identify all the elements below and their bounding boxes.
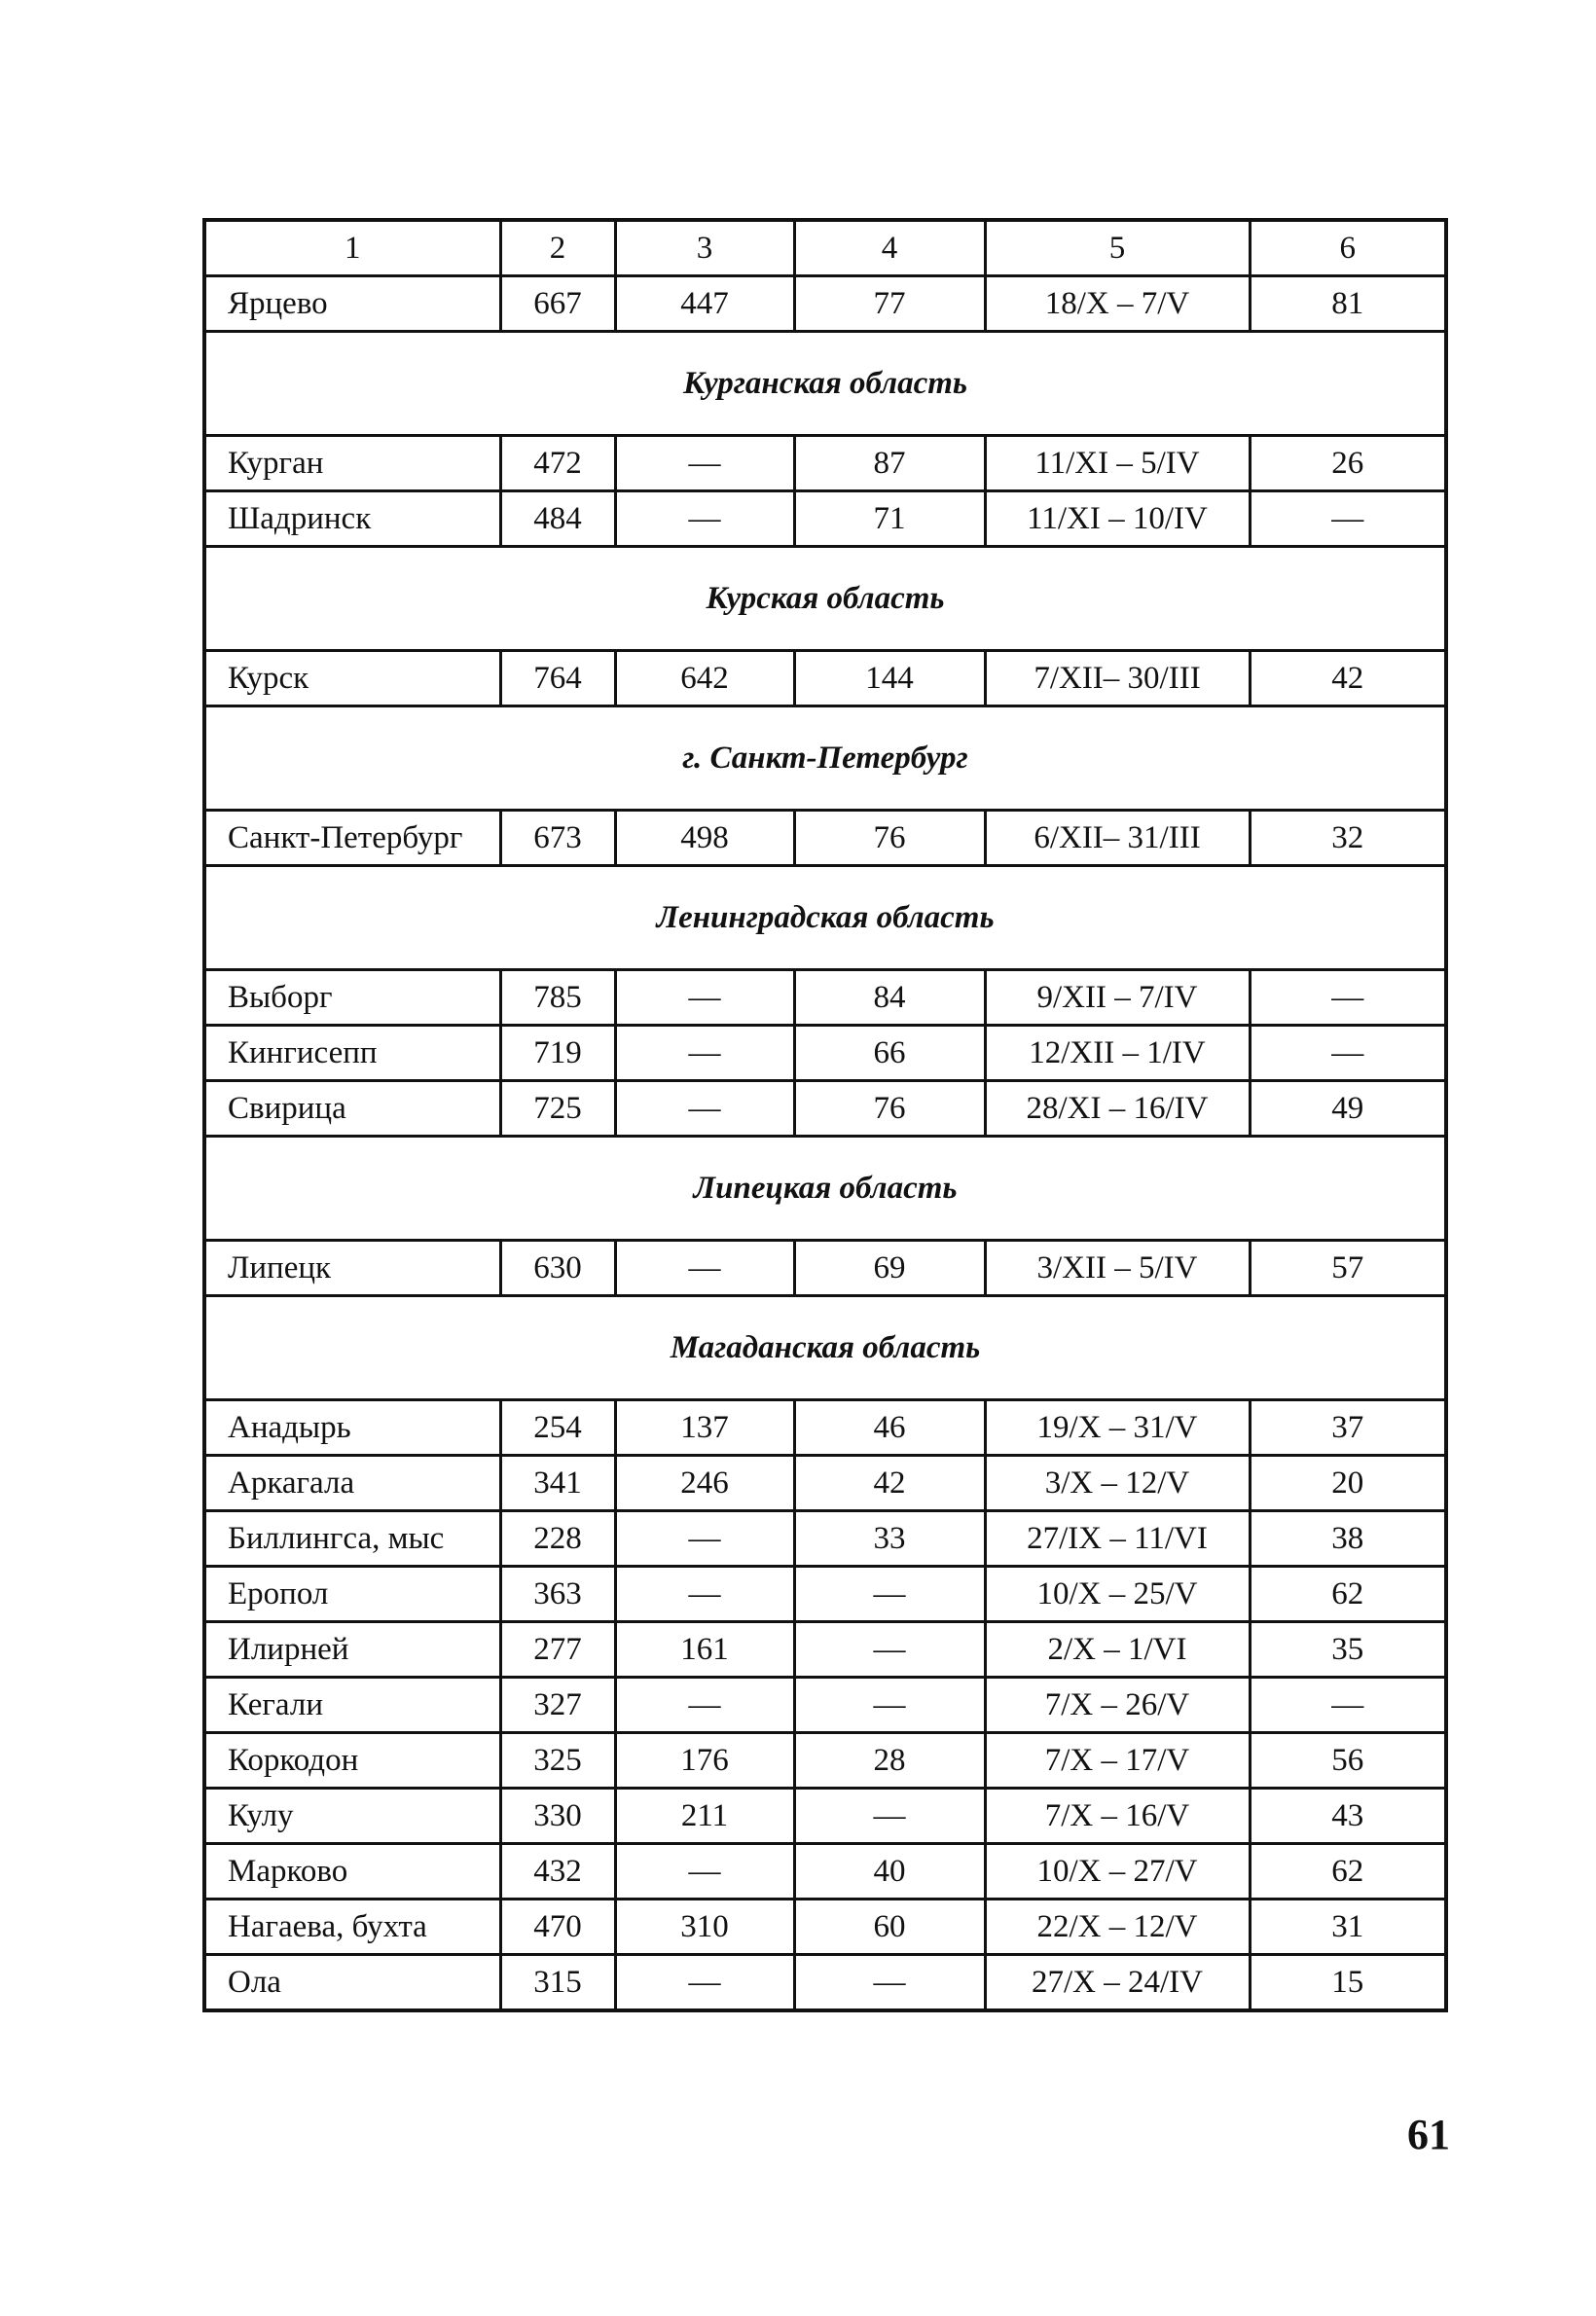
table-row [204, 1026, 1446, 1081]
value-cell: 60 [794, 1900, 985, 1955]
region-header-row [204, 706, 1446, 811]
value-cell: — [615, 1955, 794, 2011]
table-body [204, 220, 1446, 2010]
value-cell: 87 [794, 436, 985, 491]
table-row [204, 276, 1446, 332]
value-cell: — [794, 1622, 985, 1678]
station-name: Илирней [204, 1622, 500, 1678]
value-cell: 49 [1250, 1081, 1446, 1137]
station-name: Ярцево [204, 276, 500, 332]
value-cell: 62 [1250, 1844, 1446, 1900]
station-name: Еропол [204, 1567, 500, 1622]
value-cell: — [615, 1026, 794, 1081]
region-title: Липецкая область [204, 1137, 1446, 1241]
header-cell: 3 [615, 220, 794, 276]
header-cell: 1 [204, 220, 500, 276]
value-cell: 472 [500, 436, 615, 491]
value-cell: 11/XI – 5/IV [985, 436, 1250, 491]
value-cell: 28 [794, 1733, 985, 1789]
table-row [204, 1400, 1446, 1456]
value-cell: 144 [794, 651, 985, 706]
value-cell: 7/XII– 30/III [985, 651, 1250, 706]
value-cell: — [1250, 1678, 1446, 1733]
value-cell: 40 [794, 1844, 985, 1900]
value-cell: 3/XII – 5/IV [985, 1241, 1250, 1296]
value-cell: — [1250, 491, 1446, 547]
table-row [204, 1622, 1446, 1678]
value-cell: 327 [500, 1678, 615, 1733]
value-cell: 38 [1250, 1511, 1446, 1567]
table-row [204, 1456, 1446, 1511]
station-name: Анадырь [204, 1400, 500, 1456]
value-cell: 33 [794, 1511, 985, 1567]
region-header-row [204, 1296, 1446, 1400]
header-cell: 5 [985, 220, 1250, 276]
climate-table [202, 218, 1448, 2012]
value-cell: 35 [1250, 1622, 1446, 1678]
value-cell: 211 [615, 1789, 794, 1844]
value-cell: — [615, 491, 794, 547]
value-cell: 363 [500, 1567, 615, 1622]
value-cell: 27/IX – 11/VI [985, 1511, 1250, 1567]
table-row [204, 1241, 1446, 1296]
value-cell: 76 [794, 1081, 985, 1137]
table-row [204, 436, 1446, 491]
value-cell: — [615, 970, 794, 1026]
value-cell: 6/XII– 31/III [985, 811, 1250, 866]
header-row [204, 220, 1446, 276]
station-name: Курган [204, 436, 500, 491]
station-name: Липецк [204, 1241, 500, 1296]
station-name: Кулу [204, 1789, 500, 1844]
value-cell: 785 [500, 970, 615, 1026]
table-row [204, 651, 1446, 706]
value-cell: 325 [500, 1733, 615, 1789]
region-header-row [204, 547, 1446, 651]
region-title: Магаданская область [204, 1296, 1446, 1400]
value-cell: 498 [615, 811, 794, 866]
value-cell: 432 [500, 1844, 615, 1900]
value-cell: 66 [794, 1026, 985, 1081]
value-cell: 310 [615, 1900, 794, 1955]
value-cell: — [794, 1955, 985, 2011]
value-cell: — [615, 1511, 794, 1567]
value-cell: 71 [794, 491, 985, 547]
value-cell: 254 [500, 1400, 615, 1456]
value-cell: 137 [615, 1400, 794, 1456]
region-title: Курганская область [204, 332, 1446, 436]
value-cell: 161 [615, 1622, 794, 1678]
value-cell: 27/X – 24/IV [985, 1955, 1250, 2011]
value-cell: 76 [794, 811, 985, 866]
value-cell: 447 [615, 276, 794, 332]
value-cell: 15 [1250, 1955, 1446, 2011]
value-cell: 62 [1250, 1567, 1446, 1622]
table-row [204, 970, 1446, 1026]
station-name: Ола [204, 1955, 500, 2011]
value-cell: 26 [1250, 436, 1446, 491]
value-cell: — [794, 1678, 985, 1733]
station-name: Свирица [204, 1081, 500, 1137]
table-row [204, 491, 1446, 547]
value-cell: — [615, 1567, 794, 1622]
table-row [204, 1678, 1446, 1733]
value-cell: 484 [500, 491, 615, 547]
station-name: Биллингса, мыс [204, 1511, 500, 1567]
table-row [204, 1900, 1446, 1955]
station-name: Аркагала [204, 1456, 500, 1511]
header-cell: 4 [794, 220, 985, 276]
station-name: Нагаева, бухта [204, 1900, 500, 1955]
value-cell: 330 [500, 1789, 615, 1844]
value-cell: 246 [615, 1456, 794, 1511]
value-cell: 10/X – 25/V [985, 1567, 1250, 1622]
value-cell: 642 [615, 651, 794, 706]
value-cell: 56 [1250, 1733, 1446, 1789]
table-row [204, 1955, 1446, 2011]
value-cell: 11/XI – 10/IV [985, 491, 1250, 547]
value-cell: — [615, 1844, 794, 1900]
table-row [204, 811, 1446, 866]
value-cell: 470 [500, 1900, 615, 1955]
value-cell: 3/X – 12/V [985, 1456, 1250, 1511]
value-cell: 42 [794, 1456, 985, 1511]
value-cell: 22/X – 12/V [985, 1900, 1250, 1955]
value-cell: 77 [794, 276, 985, 332]
value-cell: 277 [500, 1622, 615, 1678]
value-cell: 667 [500, 276, 615, 332]
region-header-row [204, 866, 1446, 970]
value-cell: 725 [500, 1081, 615, 1137]
region-header-row [204, 332, 1446, 436]
value-cell: 37 [1250, 1400, 1446, 1456]
table-row [204, 1567, 1446, 1622]
value-cell: 7/X – 16/V [985, 1789, 1250, 1844]
value-cell: 57 [1250, 1241, 1446, 1296]
region-title: г. Санкт-Петербург [204, 706, 1446, 811]
value-cell: — [794, 1567, 985, 1622]
station-name: Кингисепп [204, 1026, 500, 1081]
station-name: Коркодон [204, 1733, 500, 1789]
header-cell: 6 [1250, 220, 1446, 276]
value-cell: 43 [1250, 1789, 1446, 1844]
value-cell: — [615, 1081, 794, 1137]
value-cell: 28/XI – 16/IV [985, 1081, 1250, 1137]
value-cell: 46 [794, 1400, 985, 1456]
value-cell: 630 [500, 1241, 615, 1296]
value-cell: 69 [794, 1241, 985, 1296]
station-name: Санкт-Петербург [204, 811, 500, 866]
value-cell: 84 [794, 970, 985, 1026]
header-cell: 2 [500, 220, 615, 276]
value-cell: — [1250, 1026, 1446, 1081]
value-cell: 7/X – 26/V [985, 1678, 1250, 1733]
table-row [204, 1789, 1446, 1844]
table-row [204, 1511, 1446, 1567]
value-cell: 228 [500, 1511, 615, 1567]
region-title: Ленинградская область [204, 866, 1446, 970]
station-name: Кегали [204, 1678, 500, 1733]
value-cell: 764 [500, 651, 615, 706]
value-cell: 341 [500, 1456, 615, 1511]
region-header-row [204, 1137, 1446, 1241]
station-name: Марково [204, 1844, 500, 1900]
value-cell: 315 [500, 1955, 615, 2011]
value-cell: 12/XII – 1/IV [985, 1026, 1250, 1081]
table-row [204, 1081, 1446, 1137]
value-cell: 32 [1250, 811, 1446, 866]
value-cell: 176 [615, 1733, 794, 1789]
region-title: Курская область [204, 547, 1446, 651]
value-cell: 18/X – 7/V [985, 276, 1250, 332]
page-number: 61 [1407, 2111, 1450, 2158]
value-cell: 9/XII – 7/IV [985, 970, 1250, 1026]
value-cell: 719 [500, 1026, 615, 1081]
value-cell: — [1250, 970, 1446, 1026]
value-cell: 42 [1250, 651, 1446, 706]
value-cell: 673 [500, 811, 615, 866]
value-cell: 20 [1250, 1456, 1446, 1511]
value-cell: 2/X – 1/VI [985, 1622, 1250, 1678]
station-name: Выборг [204, 970, 500, 1026]
value-cell: — [615, 1678, 794, 1733]
value-cell: 81 [1250, 276, 1446, 332]
value-cell: — [615, 1241, 794, 1296]
station-name: Курск [204, 651, 500, 706]
table-row [204, 1733, 1446, 1789]
value-cell: — [615, 436, 794, 491]
value-cell: — [794, 1789, 985, 1844]
value-cell: 7/X – 17/V [985, 1733, 1250, 1789]
station-name: Шадринск [204, 491, 500, 547]
value-cell: 19/X – 31/V [985, 1400, 1250, 1456]
value-cell: 10/X – 27/V [985, 1844, 1250, 1900]
value-cell: 31 [1250, 1900, 1446, 1955]
table-row [204, 1844, 1446, 1900]
